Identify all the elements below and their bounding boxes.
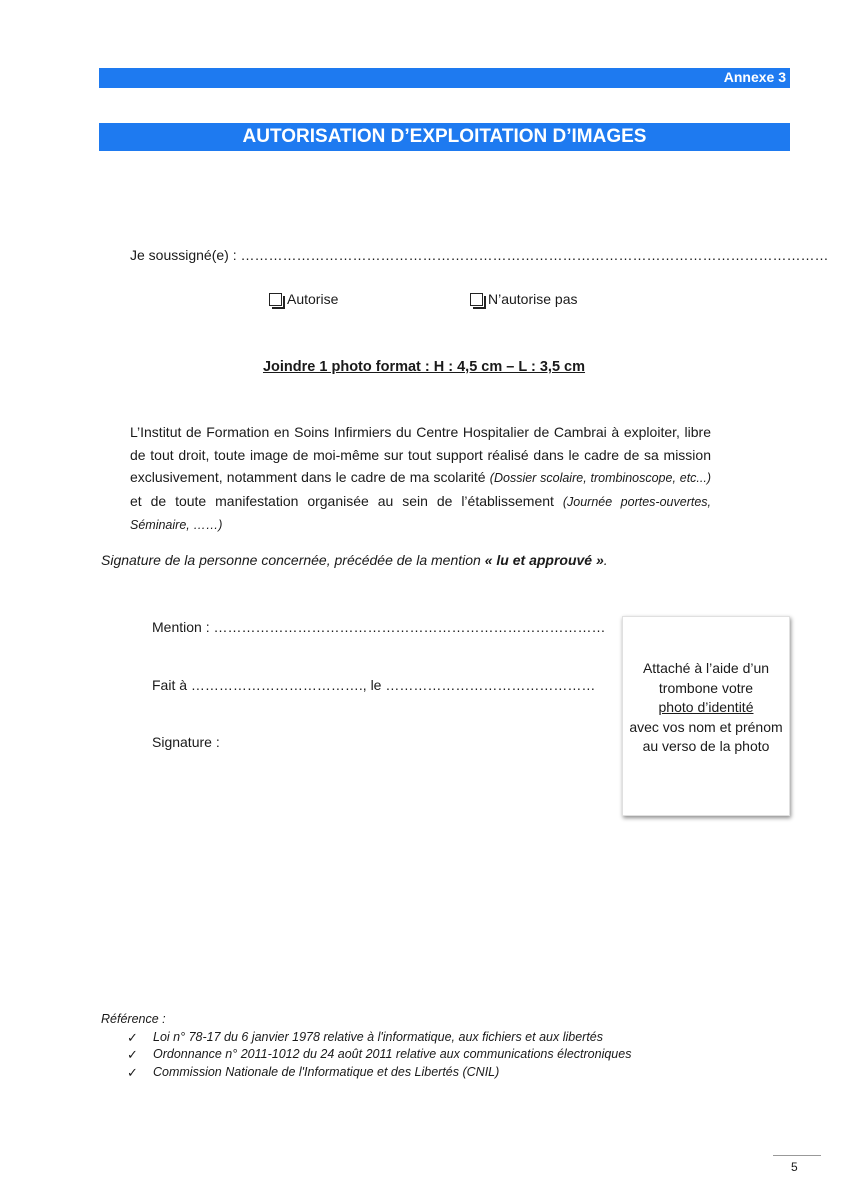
page-number: 5 (791, 1160, 798, 1174)
reference-text: Ordonnance n° 2011-1012 du 24 août 2011 relative aux communications électroniques (153, 1047, 632, 1061)
option-autorise[interactable] (269, 291, 338, 307)
references (101, 1011, 631, 1081)
reference-item (127, 1029, 631, 1047)
photo-line-4: avec vos nom et prénom (629, 718, 783, 735)
option-nautorise-label: N’autorise pas (488, 291, 578, 307)
option-autorise-label: Autorise (287, 291, 339, 307)
photo-line-3: photo d’identité (658, 699, 754, 715)
reference-text: Commission Nationale de l'Informatique et des Libertés (CNIL) (153, 1064, 500, 1079)
checkmark-icon: ✓ (127, 1047, 138, 1062)
fait-a-field[interactable]: Fait à ………………………………., le ……………………………………… (152, 677, 596, 693)
paragraph-text-1: L’Institut de Formation en Soins Infirmiers du Centre Hospitalier de Cambrai à exploiter, libre de tout droit, toute image de moi-même sur tout support réalisé dans le cadre de sa mission exclusivement, notamment dans le cadre de ma scolarité (130, 424, 711, 485)
annexe-banner (99, 68, 790, 88)
signature-note (101, 552, 608, 568)
reference-item (127, 1046, 631, 1064)
photo-format-instruction: Joindre 1 photo format : H : 4,5 cm – L : 3,5 cm (262, 359, 586, 375)
photo-line-1: Attaché à l’aide d’un (642, 660, 770, 676)
reference-text: Loi n° 78-17 du 6 janvier 1978 relative à l'informatique, aux fichiers et aux libertés (153, 1029, 603, 1044)
paragraph-text-2: et de toute manifestation organisée au sein de l’établissement (130, 492, 563, 509)
paragraph-italic-2: (Journée portes-ouvertes, Séminaire, ……) (130, 494, 711, 532)
signature-field[interactable]: Signature : (152, 734, 220, 750)
signature-note-bold: « lu et approuvé » (484, 552, 604, 568)
checkbox-icon[interactable] (470, 293, 483, 306)
photo-line-2: trombone votre (658, 679, 754, 696)
option-nautorise[interactable] (470, 291, 578, 307)
signature-note-text: Signature de la personne concernée, précédée de la mention (101, 552, 485, 568)
page-title: AUTORISATION D’EXPLOITATION D’IMAGES (242, 126, 647, 147)
authorization-paragraph (130, 421, 711, 537)
soussigne-field[interactable]: Je soussigné(e) : ……………………………………………………………………………………………………………… (130, 247, 829, 263)
photo-placeholder (622, 616, 790, 816)
photo-instructions (623, 659, 789, 757)
mention-field[interactable]: Mention : ………………………………………………………………………… (152, 619, 606, 635)
checkmark-icon: ✓ (127, 1064, 138, 1080)
reference-item (127, 1064, 631, 1082)
signature-note-end: . (603, 552, 608, 568)
title-banner (99, 123, 790, 151)
checkmark-icon: ✓ (127, 1029, 138, 1045)
photo-line-5: au verso de la photo (642, 738, 770, 754)
annexe-label: Annexe 3 (723, 69, 786, 85)
paragraph-italic-1: (Dossier scolaire, trombinoscope, etc...) (489, 471, 711, 485)
footer-divider (773, 1155, 821, 1156)
references-heading: Référence : (101, 1012, 166, 1026)
checkbox-icon[interactable] (269, 293, 282, 306)
